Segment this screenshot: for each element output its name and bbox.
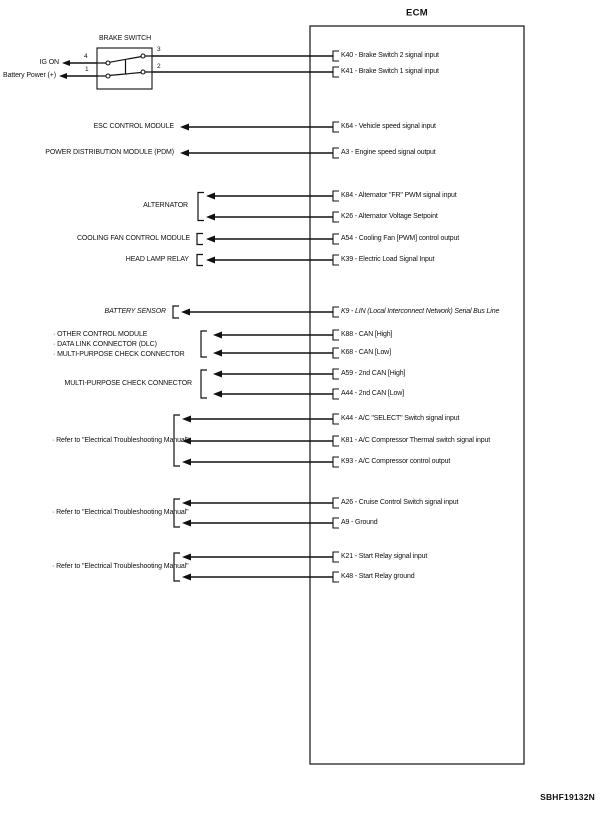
pin-k26: K26 - Alternator Voltage Setpoint (341, 213, 438, 220)
pin-k81: K81 - A/C Compressor Thermal switch signal input (341, 437, 491, 444)
battery-sensor-label: BATTERY SENSOR (104, 308, 166, 315)
battery-power-label: Battery Power (+) (3, 72, 56, 79)
alternator-label: ALTERNATOR (143, 202, 188, 209)
pin-a26: A26 - Cruise Control Switch signal input (341, 499, 459, 506)
pin-a9: A9 - Ground (341, 519, 378, 526)
multi-purpose-check-connector-label: MULTI-PURPOSE CHECK CONNECTOR (64, 380, 192, 387)
terminal-1: 1 (85, 66, 89, 73)
figure-code: SBHF19132N (540, 792, 595, 802)
pin-k93: K93 - A/C Compressor control output (341, 458, 451, 465)
terminal-2: 2 (157, 63, 161, 70)
pin-k84: K84 - Alternator "FR" PWM signal input (341, 192, 457, 199)
other-control-module-label: · OTHER CONTROL MODULE (53, 331, 148, 338)
pin-k39: K39 - Electric Load Signal Input (341, 256, 435, 263)
pin-k64: K64 - Vehicle speed signal input (341, 123, 436, 130)
brake-switch-contacts (97, 56, 152, 76)
multi-purpose-check-connector-bullet-label: · MULTI-PURPOSE CHECK CONNECTOR (53, 351, 185, 358)
pin-a54: A54 - Cooling Fan [PWM] control output (341, 235, 460, 242)
pin-a59: A59 - 2nd CAN [High] (341, 370, 406, 377)
pin-k21: K21 - Start Relay signal input (341, 553, 428, 560)
refer-etm-label-1: · Refer to "Electrical Troubleshooting Manual" (52, 437, 189, 444)
pin-k41: K41 - Brake Switch 1 signal input (341, 68, 439, 75)
power-distribution-module-label: POWER DISTRIBUTION MODULE (PDM) (45, 149, 174, 156)
terminal-3: 3 (157, 46, 161, 53)
pin-a44: A44 - 2nd CAN [Low] (341, 390, 404, 397)
ig-on-label: IG ON (39, 59, 59, 66)
ecm-title: ECM (405, 7, 428, 19)
head-lamp-relay-label: HEAD LAMP RELAY (125, 256, 189, 263)
pin-k48: K48 - Start Relay ground (341, 573, 415, 580)
esc-control-module-label: ESC CONTROL MODULE (93, 123, 174, 130)
wires (67, 56, 333, 577)
pin-k40: K40 - Brake Switch 2 signal input (341, 52, 439, 59)
brake-switch-label: BRAKE SWITCH (98, 35, 152, 42)
refer-etm-label-2: · Refer to "Electrical Troubleshooting Manual" (52, 509, 189, 516)
data-link-connector-label: · DATA LINK CONNECTOR (DLC) (53, 341, 157, 348)
pin-a3: A3 - Engine speed signal output (341, 149, 436, 156)
pin-k88: K88 - CAN [High] (341, 331, 393, 338)
pin-k68: K68 - CAN [Low] (341, 349, 391, 356)
terminal-4: 4 (84, 53, 88, 60)
pin-brackets (333, 51, 339, 582)
pin-k44: K44 - A/C "SELECT" Switch signal input (341, 415, 460, 422)
refer-etm-label-3: · Refer to "Electrical Troubleshooting Manual" (52, 563, 189, 570)
pin-k9: K9 - LIN (Local Interconnect Network) Serial Bus Line (341, 308, 500, 315)
cooling-fan-control-module-label: COOLING FAN CONTROL MODULE (76, 235, 190, 242)
